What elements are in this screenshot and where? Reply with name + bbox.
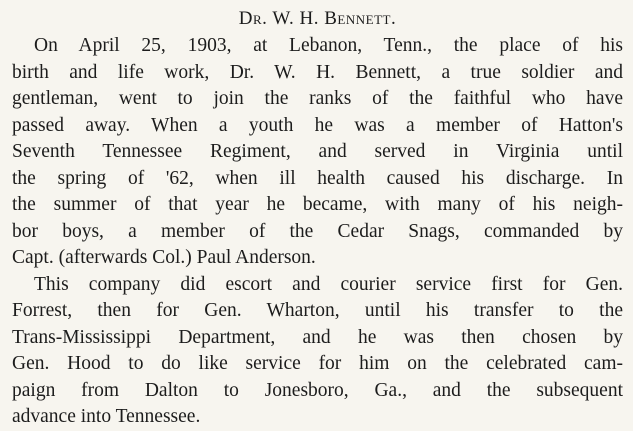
text-line: the spring of '62, when ill health caused his discharge. In (12, 167, 623, 189)
text-line: bor boys, a member of the Cedar Snags, commanded by (12, 220, 623, 242)
article-title: Dr. W. H. Bennett. (238, 8, 397, 29)
text-line: Seventh Tennessee Regiment, and served in Virginia until (12, 141, 623, 162)
text-line: Gen. Hood to do like service for him on the celebrated cam- (12, 353, 623, 374)
text-line: the summer of that year he became, with many of his neigh- (12, 194, 623, 215)
paragraph-2 (12, 272, 623, 431)
text-line: This company did escort and courier service first for Gen. (34, 273, 623, 295)
text-line: On April 25, 1903, at Lebanon, Tenn., the place of his (34, 35, 623, 56)
text-line: Capt. (afterwards Col.) Paul Anderson. (12, 247, 316, 268)
text-line: advance into Tennessee. (12, 406, 201, 427)
text-line: Forrest, then for Gen. Wharton, until his transfer to the (12, 300, 623, 321)
text-line: gentleman, went to join the ranks of the faithful who have (12, 88, 623, 109)
text-line: birth and life work, Dr. W. H. Bennett, a true soldier and (12, 61, 623, 83)
text-line: Trans-Mississippi Department, and he was then chosen by (12, 326, 623, 348)
text-line: paign from Dalton to Jonesboro, Ga., and the subsequent (12, 379, 623, 401)
paragraph-1 (12, 33, 623, 272)
text-line: passed away. When a youth he was a member of Hatton's (12, 114, 623, 136)
